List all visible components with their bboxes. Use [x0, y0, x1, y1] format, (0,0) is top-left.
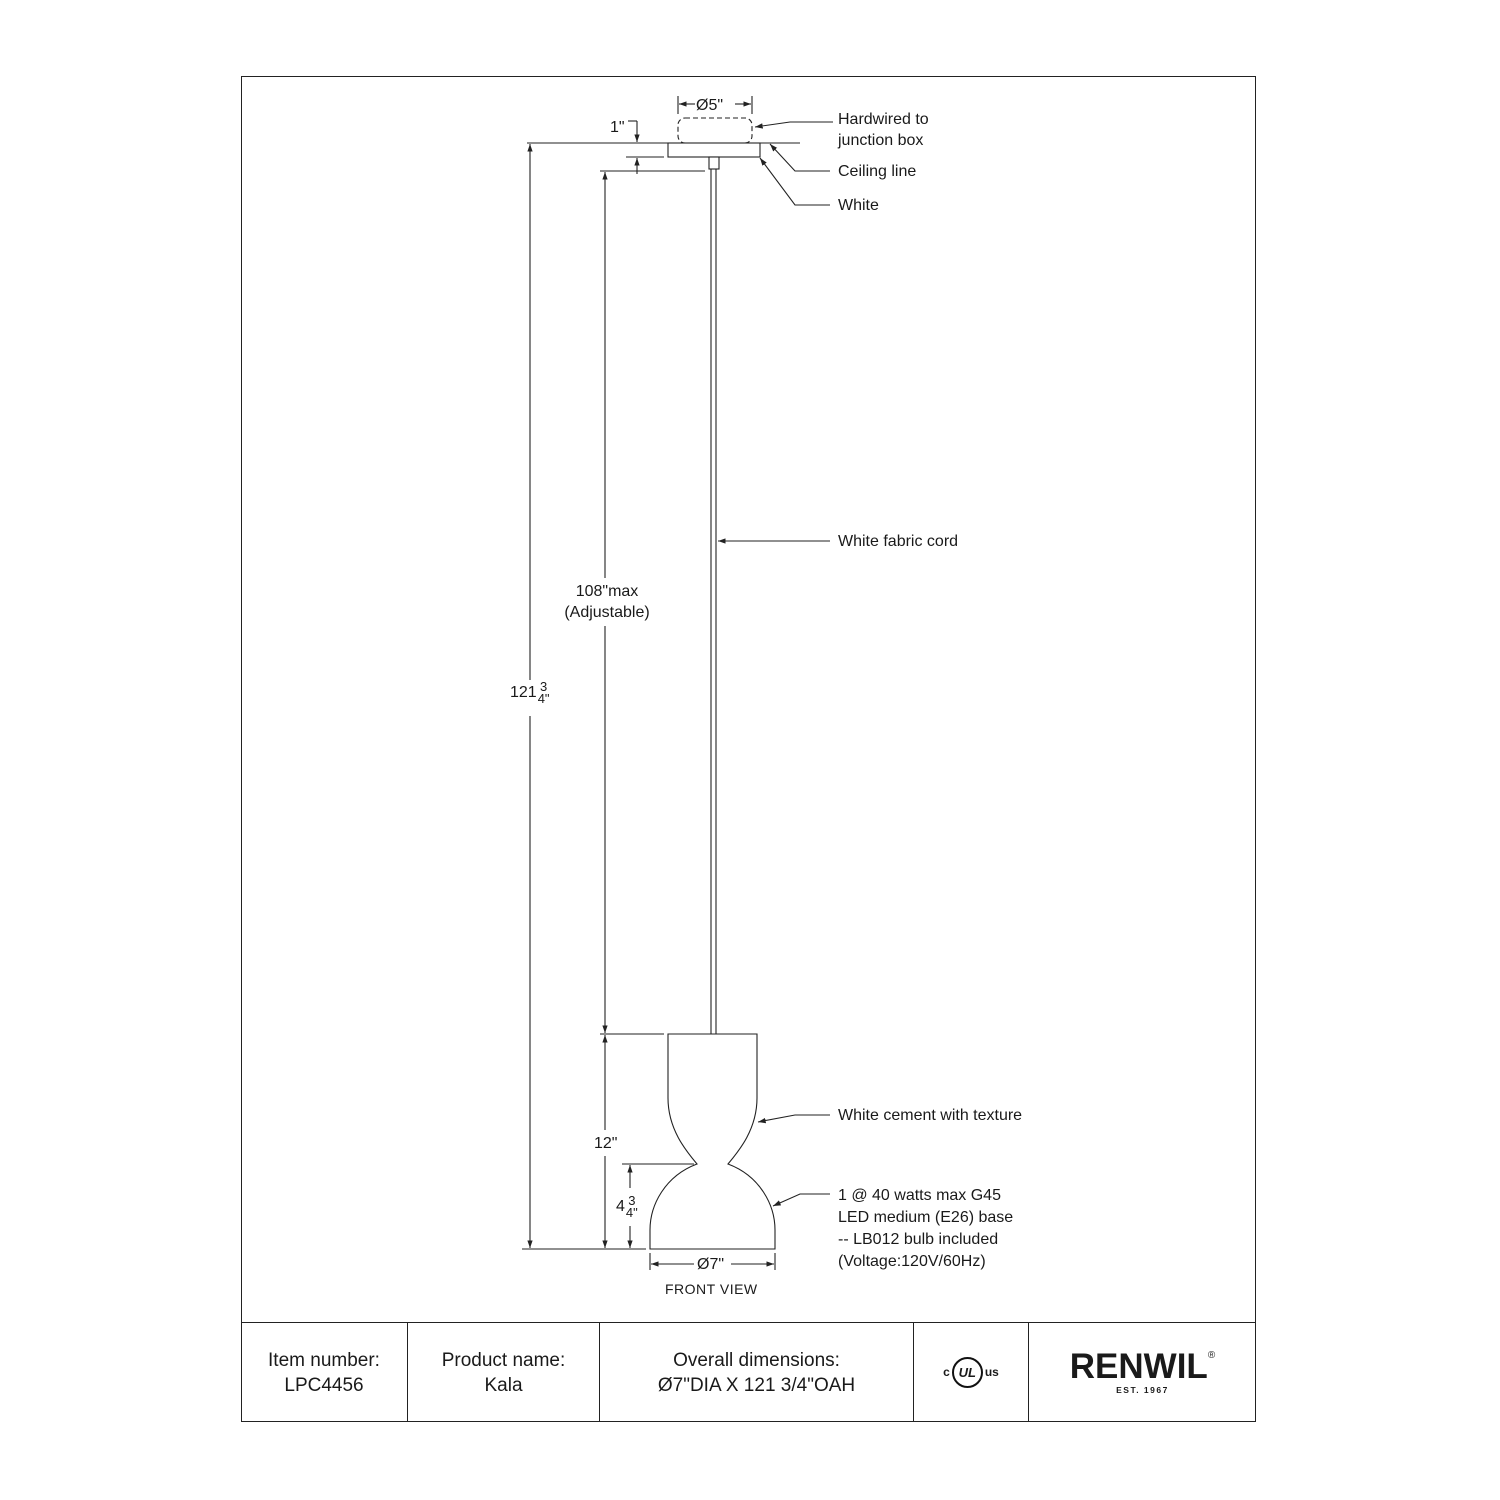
- callout-bulb-line1: 1 @ 40 watts max G45: [838, 1187, 1001, 1204]
- callout-junction-line2: junction box: [838, 132, 924, 149]
- dim-overall-height: [510, 681, 550, 705]
- overall-dimensions-label: Overall dimensions:: [673, 1349, 840, 1371]
- dim-overall-height-den: 4": [537, 691, 550, 706]
- dim-lower-height-num: 3: [628, 1193, 636, 1208]
- leader-ceiling: [770, 144, 830, 171]
- junction-box: [678, 118, 752, 143]
- cord-grip: [709, 157, 719, 169]
- dim-shade-diameter: Ø7": [697, 1256, 725, 1273]
- renwil-logo: [1069, 1346, 1216, 1396]
- callout-bulb-line4: (Voltage:120V/60Hz): [838, 1253, 986, 1270]
- cul-us-listed-icon: [943, 1357, 999, 1388]
- dim-lower-height-whole: 4: [616, 1198, 625, 1215]
- dim-cord-length-line2: (Adjustable): [564, 604, 650, 621]
- leader-shade: [758, 1115, 830, 1122]
- dim-overall-height-num: 3: [540, 679, 548, 694]
- callout-junction: [838, 109, 929, 151]
- dim-cord-length-line1: 108"max: [575, 583, 639, 600]
- dim-cord-length: [561, 581, 653, 623]
- pendant-shade: [650, 1034, 775, 1249]
- leader-junction: [755, 122, 833, 127]
- cert-ul: UL: [958, 1365, 976, 1380]
- brand-established: EST. 1967: [1116, 1384, 1169, 1395]
- dim-lower-height-den: 4": [625, 1205, 638, 1220]
- certification-cell: [914, 1323, 1029, 1422]
- product-name-cell: [408, 1323, 600, 1422]
- callout-shade: White cement with texture: [838, 1107, 1023, 1124]
- dim-canopy-diameter: Ø5": [696, 97, 724, 114]
- brand-cell: [1029, 1323, 1256, 1422]
- item-number-value: LPC4456: [284, 1374, 364, 1396]
- title-block: [241, 1322, 1256, 1422]
- dim-overall-height-whole: 121: [510, 684, 537, 701]
- canopy: [668, 143, 760, 157]
- leader-canopy-white: [760, 158, 830, 205]
- cert-c: c: [943, 1365, 950, 1379]
- overall-dimensions-cell: [600, 1323, 914, 1422]
- item-number-label: Item number:: [268, 1349, 380, 1371]
- ul-circle: [952, 1357, 983, 1388]
- brand-registered-mark: ®: [1207, 1349, 1216, 1361]
- dim-shade-height: 12": [594, 1135, 618, 1152]
- callout-bulb-line2: LED medium (E26) base: [838, 1209, 1014, 1226]
- callout-canopy-finish: White: [838, 197, 879, 214]
- dim-canopy-height: 1": [610, 119, 625, 136]
- brand-name: RENWIL: [1069, 1346, 1208, 1386]
- cert-us: us: [984, 1365, 999, 1379]
- callout-ceiling: Ceiling line: [838, 163, 917, 180]
- product-name-value: Kala: [484, 1374, 523, 1396]
- product-name-label: Product name:: [441, 1349, 566, 1371]
- dim-lower-height: [616, 1195, 638, 1219]
- callout-bulb: [838, 1185, 1013, 1273]
- callout-junction-line1: Hardwired to: [838, 111, 929, 128]
- callout-cord: White fabric cord: [838, 533, 959, 550]
- overall-dimensions-value: Ø7"DIA X 121 3/4"OAH: [657, 1374, 856, 1396]
- callout-bulb-line3: -- LB012 bulb included: [838, 1231, 999, 1248]
- view-label: FRONT VIEW: [665, 1281, 758, 1297]
- item-number-cell: [241, 1323, 408, 1422]
- leader-bulb: [773, 1194, 830, 1206]
